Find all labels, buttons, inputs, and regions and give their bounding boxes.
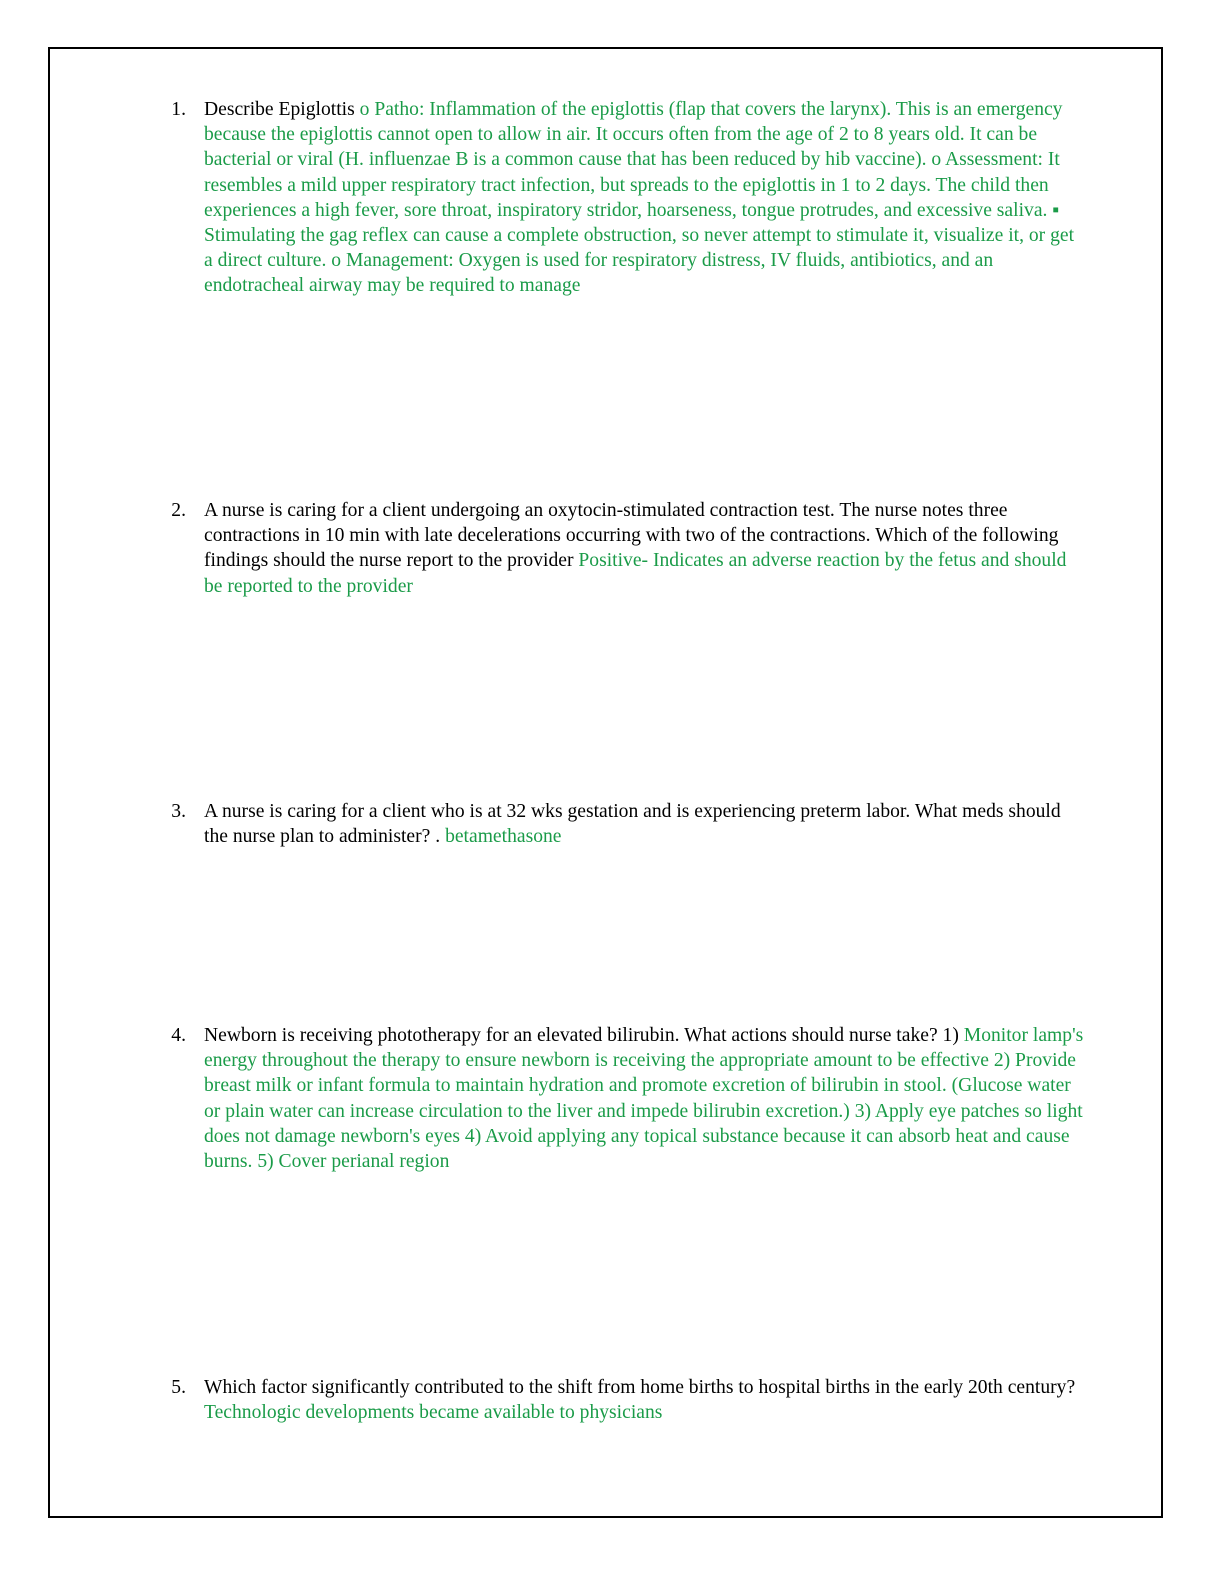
answer-text: Technologic developments became available to physicians bbox=[204, 1402, 663, 1424]
question-body bbox=[204, 97, 1086, 299]
answer-text: Positive- Indicates an adverse reaction by the fetus and should be reported to the provider bbox=[204, 550, 1067, 597]
question-3 bbox=[156, 799, 1086, 849]
question-number: 4. bbox=[171, 1025, 186, 1046]
question-text: A nurse is caring for a client who is at 32 wks gestation and is experiencing preterm labor. What meds should the nurse plan to administer? . bbox=[204, 801, 1061, 848]
question-text: Which factor significantly contributed to the shift from home births to hospital births in the early 20th century? bbox=[204, 1377, 1076, 1398]
question-5 bbox=[156, 1375, 1086, 1425]
question-2 bbox=[156, 498, 1086, 599]
question-number: 5. bbox=[171, 1377, 186, 1398]
answer-text: Monitor lamp's energy throughout the therapy to ensure newborn is receiving the appropriate amount to be effective 2) Provide breast milk or infant formula to maintain hydration and promote excretion of bilirubin in stool. (Glucose water or plain water can increase circulation to the liver and impede bilirubin excretion.) 3) Apply eye patches so light does not damage newborn's eyes 4) Avoid applying any topical substance because it can absorb heat and cause burns. 5) Cover perianal region bbox=[204, 1025, 1084, 1173]
answer-text: o Patho: Inflammation of the epiglottis (flap that covers the larynx). This is an emergency because the epiglottis cannot open to allow in air. It occurs often from the age of 2 to 8 years old. It can be bacterial or viral (H. influenzae B is a common cause that has been reduced by hib vaccine). o Assessment: It resembles a mild upper respiratory tract infection, but spreads to the epiglottis in 1 to 2 days. The child then experiences a high fever, sore throat, inspiratory stridor, hoarseness, tongue protrudes, and excessive saliva. ▪ Stimulating the gag reflex can cause a complete obstruction, so never attempt to stimulate it, visualize it, or get a direct culture. o Management: Oxygen is used for respiratory distress, IV fluids, antibiotics, and an endotracheal airway may be required to manage bbox=[204, 99, 1075, 297]
question-text: Describe Epiglottis bbox=[204, 99, 360, 120]
question-body bbox=[204, 799, 1086, 849]
question-1 bbox=[156, 97, 1086, 299]
question-number: 2. bbox=[171, 500, 186, 521]
answer-text: betamethasone bbox=[445, 826, 562, 848]
question-4 bbox=[156, 1023, 1086, 1174]
question-number: 3. bbox=[171, 801, 186, 822]
question-body bbox=[204, 1375, 1086, 1425]
question-text: Newborn is receiving phototherapy for an elevated bilirubin. What actions should nurse take? 1) bbox=[204, 1025, 964, 1046]
question-text: A nurse is caring for a client undergoing an oxytocin-stimulated contraction test. The nurse notes three contractions in 10 min with late decelerations occurring with two of the contractions. Which of the following findings should the nurse report to the provider bbox=[204, 500, 1059, 572]
question-body bbox=[204, 1023, 1086, 1174]
question-body bbox=[204, 498, 1086, 599]
question-number: 1. bbox=[171, 99, 186, 120]
